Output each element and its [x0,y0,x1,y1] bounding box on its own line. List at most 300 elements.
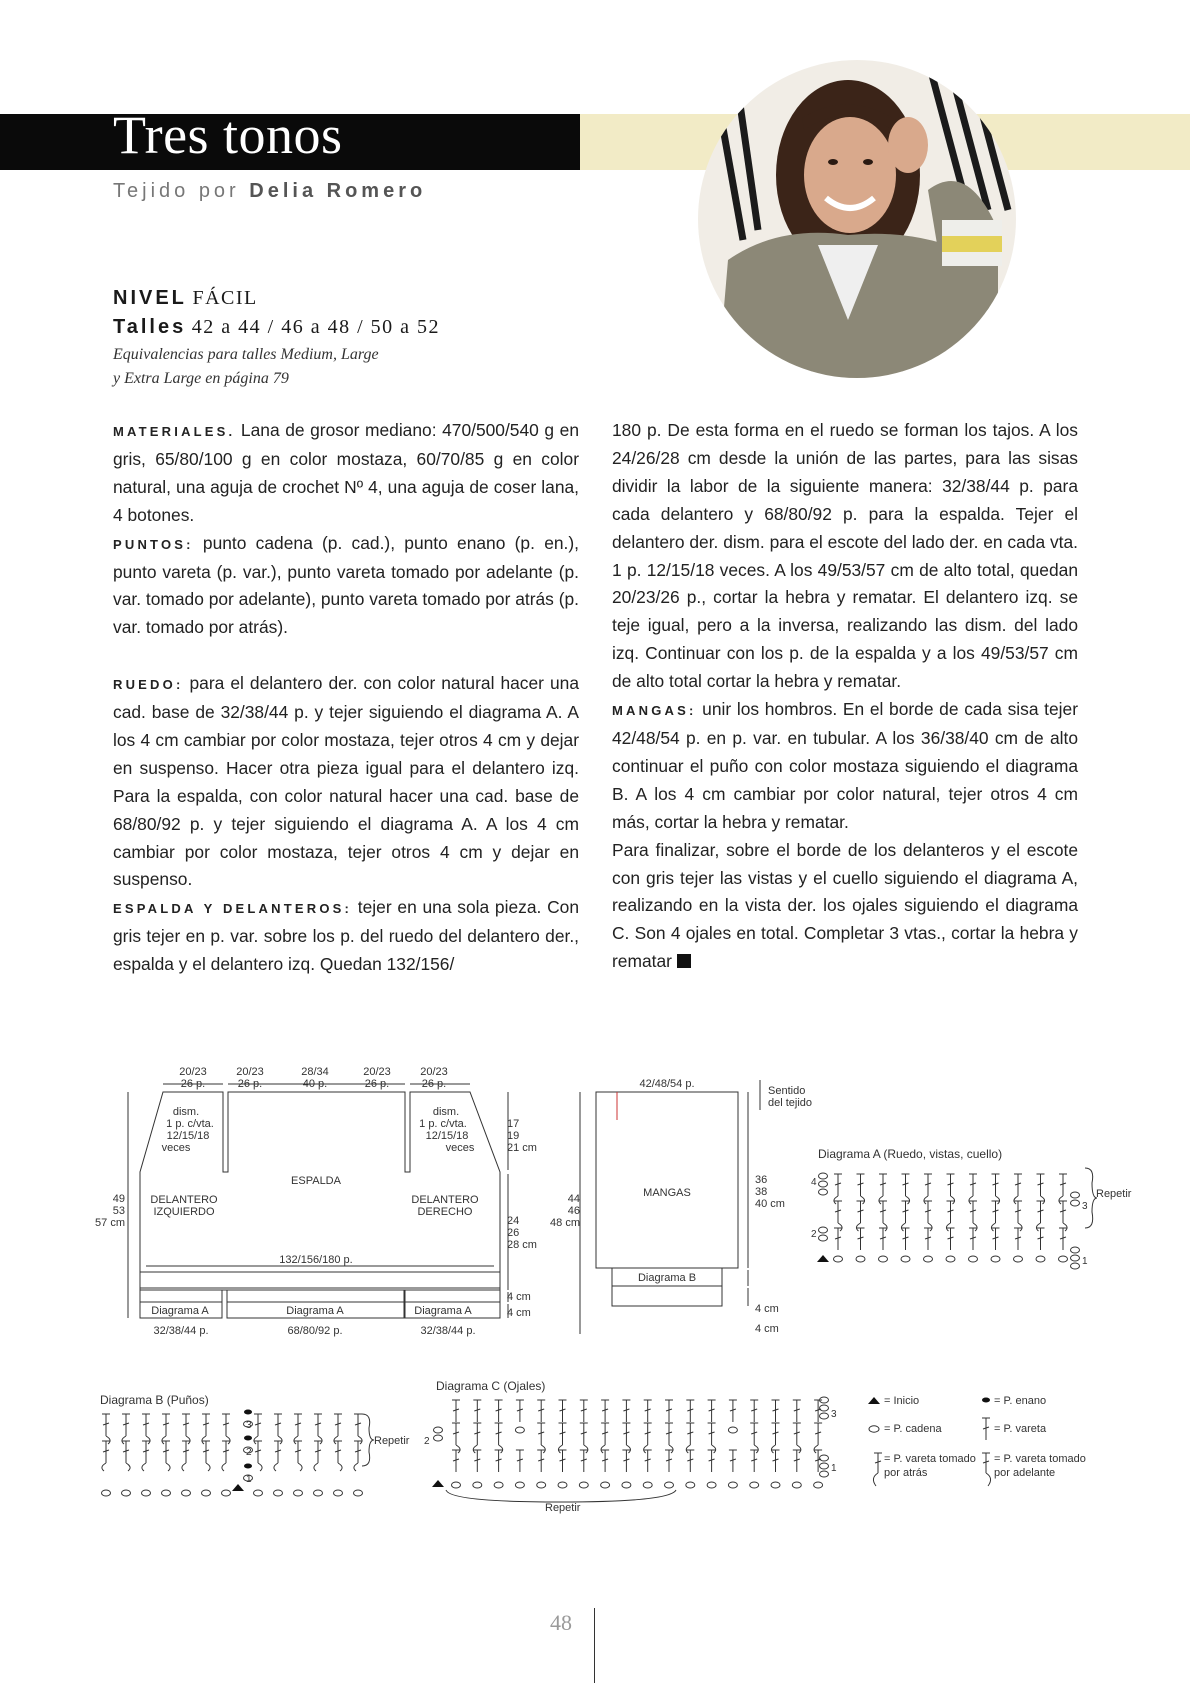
start-icon [432,1480,444,1487]
chain-stitch-icon [102,1490,111,1496]
chain-stitch-icon [665,1482,674,1488]
espalda-continued [612,417,1078,696]
slip-stitch-icon [982,1398,990,1403]
double-crochet-icon [814,1423,822,1453]
width-label: 40 p. [302,1078,328,1090]
double-crochet-icon [708,1450,716,1472]
section-text: Para finalizar, sobre el borde de los delanteros y el escote con gris tejer las vistas y el cuello siguiendo el diagrama A, realizando en la vista der. los ojales siguiendo el diagrama C. Son 4 ojales en total. Completar 3 vtas., cortar la hebra y rematar [612,839,1078,972]
chain-stitch-icon [819,1173,828,1179]
double-crochet-icon [947,1228,955,1250]
chain-stitch-icon [579,1482,588,1488]
double-crochet-icon [793,1400,801,1422]
direction-note: Sentido [768,1085,806,1097]
chain-stitch-icon [819,1181,828,1187]
chain-stitch-icon [314,1490,323,1496]
section-text: para el delantero der. con color natural hacer una cad. base de 32/38/44 p. y tejer siguiendo el diagrama A. A los 4 cm cambiar por color mostaza, tejer otros 4 cm y dejar en suspenso. Hacer otra pieza igual para el delantero izq. Para la espalda, con color natural hacer una cad. base de 68/80/92 p. y tejer siguiendo el diagrama A. A los 4 cm cambiar por color mostaza, tejer otros 4 cm y dejar en suspenso. [113,673,579,890]
double-crochet-icon [452,1423,460,1453]
double-crochet-icon [314,1441,322,1471]
section-text: 180 p. De esta forma en el ruedo se forman los tajos. A los 24/26/28 cm desde la unión de las partes, para las sisas dividir la labor de la siguiente manera: 32/38/44 p. para cada delantero y 68/80/92 p. para la espalda. Tejer el delantero der. dism. para el escote del lado der. en cada vta. 1 p. 12/15/18 veces. A los 49/53/57 cm de alto total, quedan 20/23/26 p., cortar la hebra y rematar. El delantero izq. se teje igual, pero a la inversa, realizando las dism. del lado izq. Continuar con los p. de la espalda y a los 49/53/57 cm de alto total cortar la hebra y rematar. [612,420,1078,692]
chain-stitch-icon [1071,1255,1080,1261]
chain-stitch-icon [515,1427,524,1433]
double-crochet-icon [182,1414,190,1444]
double-crochet-icon [1037,1174,1045,1204]
chain-stitch-icon [643,1482,652,1488]
double-crochet-icon [772,1450,780,1472]
double-crochet-icon [729,1400,737,1422]
diagram-c-title: Diagrama C (Ojales) [436,1379,546,1393]
difficulty-level [113,287,258,310]
double-crochet-icon [947,1174,955,1204]
chain-stitch-icon [274,1490,283,1496]
row-number: 4 [811,1177,817,1188]
double-crochet-icon [162,1414,170,1444]
double-crochet-icon [665,1450,673,1472]
chain-stitch-icon [601,1482,610,1488]
legend-item: = P. vareta [994,1423,1047,1435]
double-crochet-icon [182,1441,190,1471]
diagram-a-ref: Diagrama A [414,1305,472,1317]
chain-stitch-icon [452,1482,461,1488]
section-keyword: ESPALDA Y DELANTEROS: [113,901,353,917]
double-crochet-icon [354,1441,362,1471]
double-crochet-icon [580,1400,588,1422]
mangas-paragraph [612,696,1078,837]
double-crochet-icon [102,1414,110,1444]
ruedo-paragraph [113,670,579,894]
double-crochet-icon [254,1441,262,1471]
chain-stitch-icon [820,1413,829,1419]
chain-stitch-icon [924,1256,933,1262]
double-crochet-icon [1014,1201,1022,1231]
chain-stitch-icon [354,1490,363,1496]
espalda-paragraph [113,894,579,975]
footer-divider [594,1608,595,1683]
back-label: ESPALDA [291,1175,341,1187]
double-crochet-icon [772,1400,780,1422]
size-equivalence-note: y Extra Large en página 79 [113,370,289,387]
left-front-label: DELANTERO [150,1194,218,1206]
height-label: 21 cm [507,1142,537,1154]
double-crochet-icon [857,1228,865,1250]
chain-stitch-icon [537,1482,546,1488]
height-label: 38 [755,1186,768,1198]
chain-stitch-icon [707,1482,716,1488]
chain-stitch-icon [686,1482,695,1488]
decrease-note: 1 p. c/vta. [166,1118,214,1130]
height-label: 24 [507,1215,520,1227]
double-crochet-icon [969,1174,977,1204]
chain-stitch-icon [1014,1256,1023,1262]
double-crochet-icon [473,1450,481,1472]
section-text: tejer en una sola pieza. Con gris tejer en p. var. sobre los p. del ruedo del delantero der., espalda y el delantero izq. Quedan 132/156/ [113,897,579,975]
double-crochet-icon [537,1423,545,1453]
decrease-note: veces [161,1142,191,1154]
section-text: punto cadena (p. cad.), punto enano (p. en.), punto vareta (p. var.), punto vareta tomado por adelante (p. var. tomado por adelante), punto vareta tomado por atrás (p. var. tomado por atrás). [113,532,579,638]
double-crochet-icon [516,1450,524,1472]
double-crochet-icon [622,1423,630,1453]
repeat-label: Repetir [1096,1188,1132,1200]
chain-stitch-icon [182,1490,191,1496]
double-crochet-icon [102,1441,110,1471]
row-number: 1 [246,1474,252,1485]
instructions-column-left [113,417,579,975]
chain-stitch-icon [1071,1247,1080,1253]
double-crochet-icon [686,1400,694,1422]
chain-stitch-icon [622,1482,631,1488]
row-number: 3 [246,1420,252,1431]
double-crochet-icon [1059,1228,1067,1250]
height-label: 4 cm [755,1323,779,1335]
double-crochet-icon [901,1201,909,1231]
decrease-note: veces [445,1142,475,1154]
chain-stitch-icon [728,1482,737,1488]
width-label: 32/38/44 p. [420,1325,476,1337]
chain-stitch-icon [820,1463,829,1469]
double-crochet-icon [601,1450,609,1472]
double-crochet-icon [559,1400,567,1422]
width-label: 26 p. [364,1078,390,1090]
row-number: 2 [424,1436,430,1447]
double-crochet-icon [924,1201,932,1231]
chain-stitch-icon [558,1482,567,1488]
diagram-a-title: Diagrama A (Ruedo, vistas, cuello) [818,1147,1003,1161]
double-crochet-icon [452,1450,460,1472]
double-crochet-icon [857,1174,865,1204]
double-crochet-icon [142,1414,150,1444]
double-crochet-icon [495,1400,503,1422]
chain-stitch-icon [434,1427,443,1433]
double-crochet-icon [495,1423,503,1453]
pattern-diagrams [0,1050,1190,1530]
double-crochet-icon [902,1174,910,1204]
chain-stitch-icon [122,1490,131,1496]
section-text: unir los hombros. En el borde de cada sisa tejer 42/48/54 p. en p. var. en tubular. A los 36/38/40 cm de alto continuar el puño con color mostaza siguiendo el diagrama B. A los 4 cm cambiar por color natural, tejer otros 4 cm más, cortar la hebra y rematar. [612,699,1078,832]
double-crochet-icon [750,1450,758,1472]
double-crochet-icon [879,1174,887,1204]
double-crochet-icon [274,1414,282,1444]
double-crochet-icon [122,1414,130,1444]
chain-stitch-icon [771,1482,780,1488]
diagram-a-ref: Diagrama A [151,1305,209,1317]
chain-stitch-icon [1071,1200,1080,1206]
chain-stitch-icon [222,1490,231,1496]
legend-item: por atrás [884,1467,928,1479]
start-icon [817,1255,829,1262]
byline-prefix: Tejido por [113,180,240,202]
width-label: 26 p. [237,1078,263,1090]
height-label: 44 [567,1193,580,1205]
double-crochet-icon [924,1174,932,1204]
width-label: 26 p. [180,1078,206,1090]
byline-author: Delia Romero [249,180,427,202]
double-crochet-icon [708,1423,716,1453]
chain-stitch-icon [750,1482,759,1488]
double-crochet-icon [162,1441,170,1471]
double-crochet-icon [856,1201,864,1231]
legend-item: = P. vareta tomado [994,1453,1086,1465]
width-label: 20/23 [363,1066,391,1078]
total-width-label: 132/156/180 p. [279,1254,353,1266]
left-front-label: IZQUIERDO [153,1206,215,1218]
row-number: 3 [1082,1201,1088,1212]
double-crochet-icon [222,1414,230,1444]
double-crochet-icon [1014,1228,1022,1250]
legend-item: = P. enano [994,1395,1047,1407]
double-crochet-icon [879,1201,887,1231]
direction-note: del tejido [768,1097,813,1109]
final-paragraph [612,837,1078,977]
width-label: 32/38/44 p. [153,1325,209,1337]
level-value: FÁCIL [192,287,258,309]
decrease-note: 1 p. c/vta. [419,1118,467,1130]
double-crochet-icon [294,1414,302,1444]
chain-stitch-icon [819,1227,828,1233]
double-crochet-icon [946,1201,954,1231]
decrease-note: 12/15/18 [425,1130,469,1142]
diagram-b-ref: Diagrama B [637,1272,697,1284]
chain-stitch-icon [515,1482,524,1488]
double-crochet-icon [969,1228,977,1250]
double-crochet-icon [202,1441,210,1471]
instructions-column-right [612,417,1078,976]
width-label: 20/23 [236,1066,264,1078]
double-crochet-icon [750,1423,758,1453]
chain-stitch-icon [820,1455,829,1461]
right-front-label: DERECHO [417,1206,473,1218]
chain-stitch-icon [473,1482,482,1488]
double-crochet-icon [1014,1174,1022,1204]
width-label: 26 p. [421,1078,447,1090]
double-crochet-icon [834,1228,842,1250]
row-number: 2 [811,1229,817,1240]
chain-stitch-icon [792,1482,801,1488]
diagram-a-chart [817,1168,1097,1269]
double-crochet-icon [644,1400,652,1422]
width-label: 68/80/92 p. [287,1325,343,1337]
height-label: 4 cm [507,1291,531,1303]
double-crochet-icon [1059,1201,1067,1231]
height-label: 26 [507,1227,520,1239]
double-crochet-icon [601,1423,609,1453]
height-label: 40 cm [755,1198,785,1210]
sizes [113,316,440,339]
height-label: 19 [507,1130,520,1142]
double-crochet-icon [1037,1228,1045,1250]
double-crochet-icon [580,1450,588,1472]
legend-item: = P. cadena [884,1423,942,1435]
front-post-dc-icon [982,1453,991,1486]
double-crochet-icon [122,1441,130,1471]
double-crochet-icon [771,1423,779,1453]
section-keyword: RUEDO: [113,677,184,693]
chain-stitch-icon [334,1490,343,1496]
double-crochet-icon [622,1400,630,1422]
double-crochet-icon [473,1400,481,1422]
section-text: Lana de grosor mediano: 470/500/540 g en gris, 65/80/100 g en color mostaza, 60/70/85 g en color natural, una aguja de crochet Nº 4, una aguja de coser lana, 4 botones. [113,420,579,525]
height-label: 48 cm [550,1217,580,1229]
section-keyword: PUNTOS: [113,536,194,552]
double-crochet-icon [537,1450,545,1472]
double-crochet-icon [902,1228,910,1250]
decrease-note: dism. [432,1106,460,1118]
double-crochet-icon [686,1450,694,1472]
slip-stitch-icon [244,1410,252,1415]
height-label: 49 [112,1193,125,1205]
right-front-label: DELANTERO [411,1194,479,1206]
double-crochet-icon [294,1441,302,1471]
double-crochet-icon [1036,1201,1044,1231]
chain-stitch-icon [1059,1256,1068,1262]
double-crochet-icon [644,1450,652,1472]
page-title: Tres tonos [113,105,343,165]
slip-stitch-icon [244,1436,252,1441]
woman-in-sweater-photo [698,60,1016,378]
chain-stitch-icon [901,1256,910,1262]
chain-stitch-icon [946,1256,955,1262]
chain-stitch-icon [856,1256,865,1262]
double-crochet-icon [992,1174,1000,1204]
diagram-b-chart [102,1410,375,1497]
sleeve-label: MANGAS [643,1187,691,1199]
chain-stitch-icon [434,1435,443,1441]
back-post-dc-icon [873,1453,882,1486]
chain-stitch-icon [728,1427,737,1433]
chain-stitch-icon [254,1490,263,1496]
double-crochet-icon [982,1418,990,1440]
slip-stitch-icon [244,1464,252,1469]
page-number: 48 [550,1610,572,1635]
sizes-label: Talles [113,316,187,338]
double-crochet-icon [686,1423,694,1453]
width-label: 42/48/54 p. [639,1078,695,1090]
double-crochet-icon [452,1400,460,1422]
chain-stitch-icon [820,1471,829,1477]
height-label: 53 [112,1205,125,1217]
height-label: 46 [567,1205,580,1217]
sizes-value: 42 a 44 / 46 a 48 / 50 a 52 [191,316,441,338]
double-crochet-icon [969,1201,977,1231]
decrease-note: dism. [172,1106,200,1118]
row-number: 3 [831,1409,837,1420]
height-label: 4 cm [755,1303,779,1315]
double-crochet-icon [354,1414,362,1444]
chain-stitch-icon [202,1490,211,1496]
double-crochet-icon [334,1414,342,1444]
double-crochet-icon [708,1400,716,1422]
double-crochet-icon [793,1423,801,1453]
width-label: 28/34 [301,1066,329,1078]
legend-item: = Inicio [884,1395,920,1407]
double-crochet-icon [924,1228,932,1250]
double-crochet-icon [142,1441,150,1471]
chain-stitch-icon [1071,1263,1080,1269]
level-label: NIVEL [113,287,187,309]
chain-stitch-icon [294,1490,303,1496]
double-crochet-icon [992,1228,1000,1250]
double-crochet-icon [254,1414,262,1444]
double-crochet-icon [750,1400,758,1422]
chain-stitch-icon [869,1426,879,1432]
decrease-note: 12/15/18 [166,1130,210,1142]
double-crochet-icon [622,1450,630,1472]
row-number: 1 [831,1463,837,1474]
byline [113,180,426,203]
materiales-paragraph [113,417,579,530]
start-icon [868,1397,880,1404]
repeat-label: Repetir [374,1435,410,1447]
chain-stitch-icon [879,1256,888,1262]
end-mark-icon [677,954,691,968]
double-crochet-icon [202,1414,210,1444]
diagram-a-ref: Diagrama A [286,1305,344,1317]
start-icon [232,1484,244,1491]
chain-stitch-icon [494,1482,503,1488]
double-crochet-icon [729,1450,737,1472]
size-equivalence-note: Equivalencias para talles Medium, Large [113,346,379,363]
double-crochet-icon [601,1400,609,1422]
puntos-paragraph [113,530,579,643]
double-crochet-icon [558,1423,566,1453]
double-crochet-icon [495,1450,503,1472]
height-label: 28 cm [507,1239,537,1251]
chain-stitch-icon [1036,1256,1045,1262]
double-crochet-icon [665,1423,673,1453]
double-crochet-icon [665,1400,673,1422]
chain-stitch-icon [834,1256,843,1262]
double-crochet-icon [879,1228,887,1250]
row-number: 2 [246,1447,252,1458]
diagram-c-chart [432,1397,829,1488]
double-crochet-icon [334,1441,342,1471]
double-crochet-icon [516,1400,524,1422]
double-crochet-icon [644,1423,652,1453]
double-crochet-icon [559,1450,567,1472]
height-label: 57 cm [95,1217,125,1229]
double-crochet-icon [314,1414,322,1444]
section-keyword: MATERIALES. [113,424,236,439]
chain-stitch-icon [819,1189,828,1195]
chain-stitch-icon [991,1256,1000,1262]
chain-stitch-icon [814,1482,823,1488]
double-crochet-icon [222,1441,230,1471]
diagram-b-title: Diagrama B (Puños) [100,1393,209,1407]
chain-stitch-icon [1071,1192,1080,1198]
width-label: 20/23 [420,1066,448,1078]
legend-item: = P. vareta tomado [884,1453,976,1465]
chain-stitch-icon [969,1256,978,1262]
height-label: 36 [755,1174,768,1186]
double-crochet-icon [834,1201,842,1231]
double-crochet-icon [1059,1174,1067,1204]
double-crochet-icon [834,1174,842,1204]
section-keyword: MANGAS: [612,703,697,719]
double-crochet-icon [274,1441,282,1471]
chain-stitch-icon [820,1405,829,1411]
repeat-label: Repetir [545,1502,581,1514]
double-crochet-icon [580,1423,588,1453]
height-label: 17 [507,1118,520,1130]
chain-stitch-icon [142,1490,151,1496]
height-label: 4 cm [507,1307,531,1319]
row-number: 1 [1082,1256,1088,1267]
double-crochet-icon [473,1423,481,1453]
chain-stitch-icon [819,1235,828,1241]
legend-item: por adelante [994,1467,1056,1479]
width-label: 20/23 [179,1066,207,1078]
double-crochet-icon [537,1400,545,1422]
double-crochet-icon [991,1201,999,1231]
double-crochet-icon [793,1450,801,1472]
